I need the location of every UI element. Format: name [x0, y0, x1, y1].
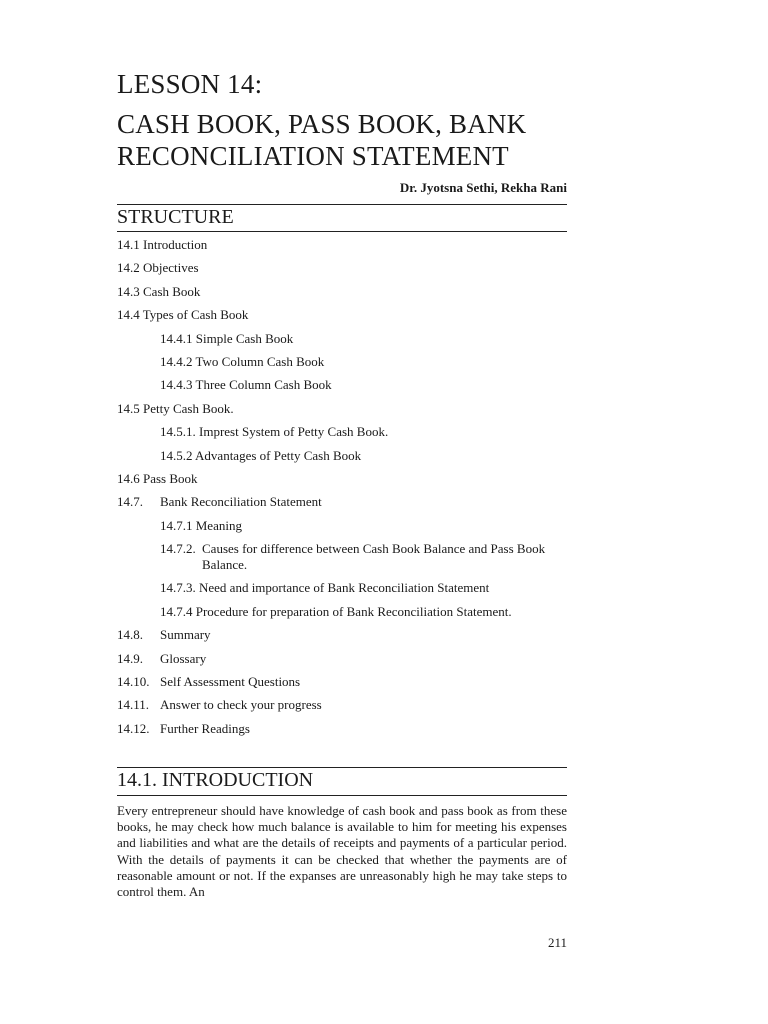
toc-number: 14.9. — [117, 650, 143, 666]
toc-item-14-10 — [117, 674, 567, 690]
toc-item-14-7-4: 14.7.4 Procedure for preparation of Bank Reconciliation Statement. — [160, 603, 512, 619]
toc-item-14-6: 14.6 Pass Book — [117, 470, 198, 486]
toc-item-14-4-3: 14.4.3 Three Column Cash Book — [160, 377, 332, 393]
toc-text: Answer to check your progress — [160, 697, 322, 713]
structure-heading — [117, 204, 567, 232]
toc-number: 14.7. — [117, 494, 143, 510]
toc-number: 14.7.2. — [160, 541, 196, 557]
toc-text: Causes for difference between Cash Book Balance and Pass Book Balance. — [202, 541, 546, 573]
toc-text: Self Assessment Questions — [160, 674, 301, 690]
toc-item-14-2: 14.2 Objectives — [117, 260, 199, 276]
toc-item-14-12 — [117, 721, 567, 737]
toc-number: 14.11. — [117, 697, 150, 713]
toc-text: Summary — [160, 627, 211, 643]
toc-item-14-7-3: 14.7.3. Need and importance of Bank Reconciliation Statement — [160, 580, 490, 596]
toc-item-14-9 — [117, 651, 567, 667]
toc-text: Further Readings — [160, 720, 250, 736]
toc-number: 14.8. — [117, 627, 143, 643]
page-number: 211 — [547, 935, 567, 950]
document-page — [117, 0, 567, 1024]
toc-number: 14.10. — [117, 674, 150, 690]
toc-item-14-7 — [117, 494, 567, 510]
lesson-title — [117, 108, 526, 172]
toc-text: Bank Reconciliation Statement — [160, 494, 322, 510]
structure-heading-text: STRUCTURE — [117, 206, 234, 228]
toc-item-14-5-1: 14.5.1. Imprest System of Petty Cash Book. — [160, 424, 389, 440]
toc-item-14-7-1: 14.7.1 Meaning — [160, 517, 242, 533]
table-of-contents — [117, 237, 567, 744]
toc-number: 14.12. — [117, 720, 150, 736]
lesson-title-line-2: RECONCILIATION STATEMENT — [117, 141, 509, 171]
toc-item-14-4: 14.4 Types of Cash Book — [117, 307, 249, 323]
toc-item-14-11 — [117, 697, 567, 713]
authors: Dr. Jyotsna Sethi, Rekha Rani — [399, 180, 567, 195]
toc-item-14-8 — [117, 627, 567, 643]
toc-item-14-7-2 — [117, 541, 567, 573]
introduction-heading — [117, 767, 567, 796]
lesson-number: LESSON 14: — [117, 69, 263, 99]
toc-item-14-4-2: 14.4.2 Two Column Cash Book — [160, 353, 325, 369]
toc-item-14-5-2: 14.5.2 Advantages of Petty Cash Book — [160, 447, 362, 463]
lesson-title-line-1: CASH BOOK, PASS BOOK, BANK — [117, 109, 527, 139]
toc-text: Glossary — [160, 650, 207, 666]
toc-item-14-4-1: 14.4.1 Simple Cash Book — [160, 330, 294, 346]
toc-item-14-1: 14.1 Introduction — [117, 237, 208, 252]
toc-item-14-5: 14.5 Petty Cash Book. — [117, 400, 234, 416]
introduction-heading-text: 14.1. INTRODUCTION — [117, 769, 314, 791]
introduction-paragraph: Every entrepreneur should have knowledge of cash book and pass book as from these books, he may check how much balance is available to him for meeting his expenses and liabilities and what are the details of receipts and payments of a particular period. With the details of payments it can be checked that whether the payments are of reasonable amount or not. If the expanses are unreasonably high he may take steps to control them. An — [117, 803, 567, 900]
toc-item-14-3: 14.3 Cash Book — [117, 283, 201, 299]
